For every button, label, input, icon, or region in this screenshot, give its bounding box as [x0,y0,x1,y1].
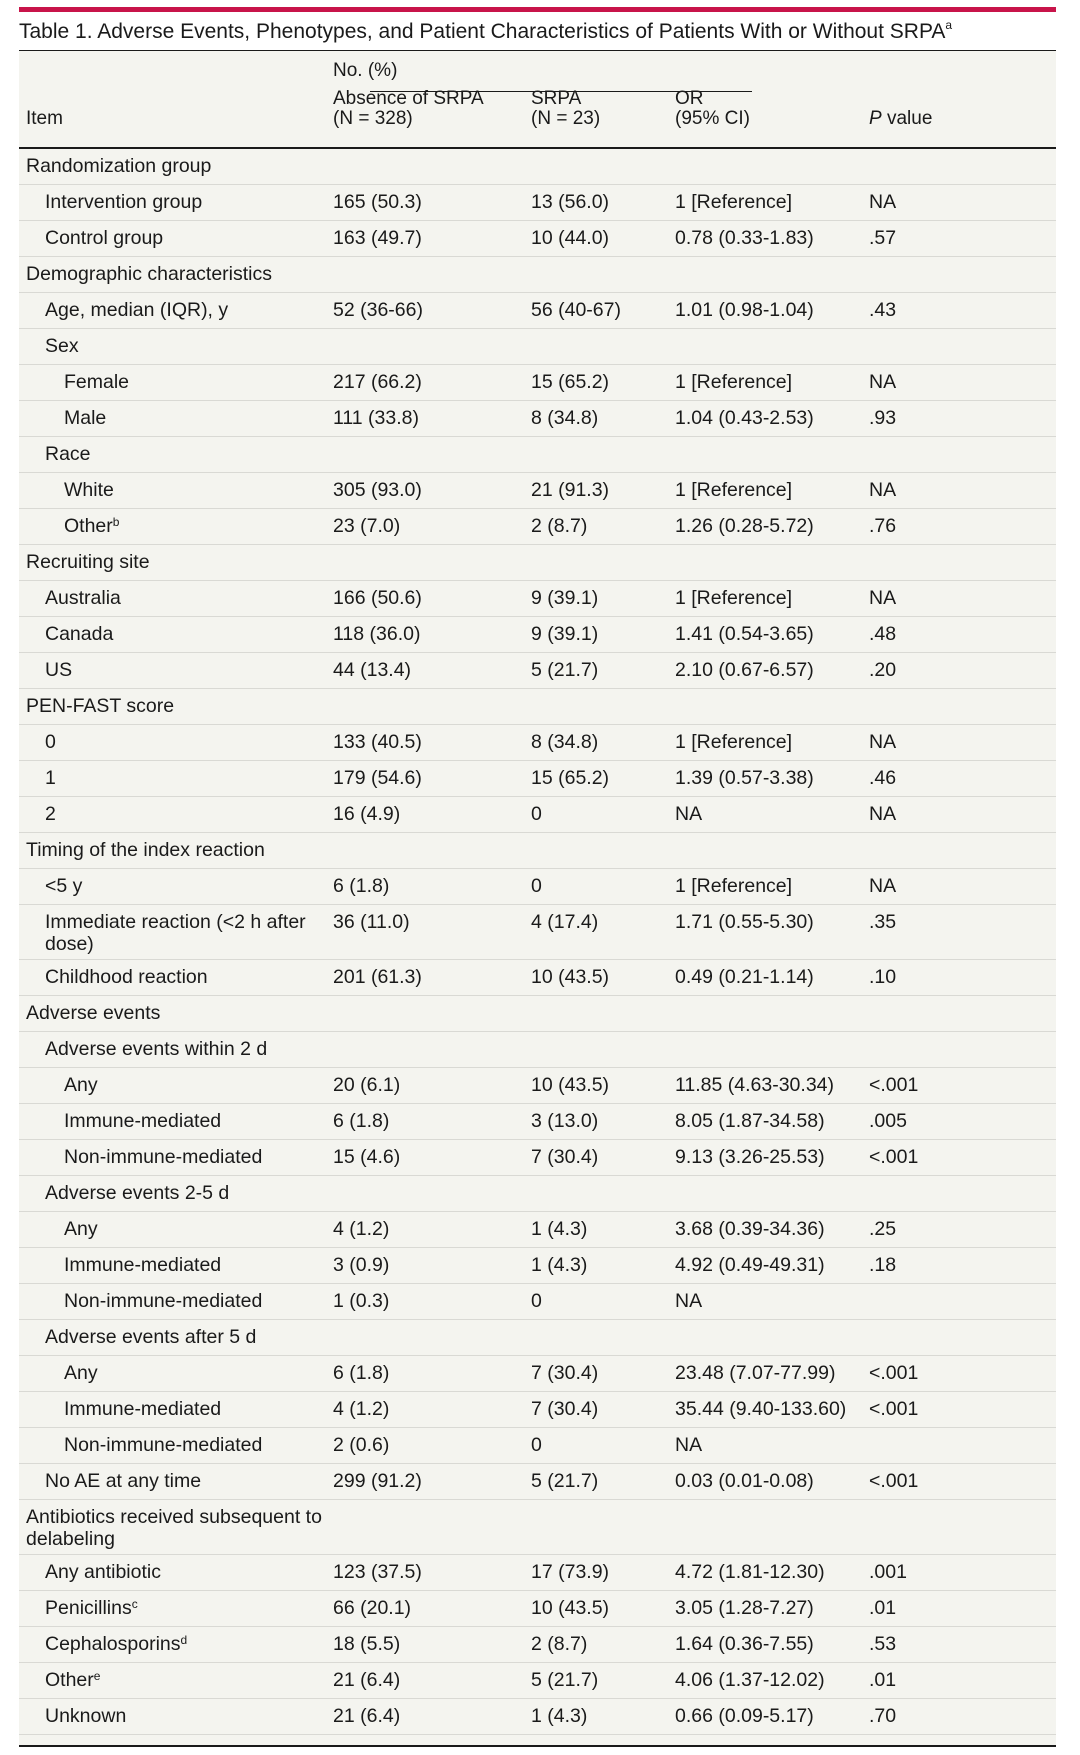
cell-absence: 4 (1.2) [333,1218,390,1240]
cell-p: <.001 [869,1398,919,1420]
cell-absence: 111 (33.8) [333,407,419,429]
table-row [19,437,1056,473]
cell-absence: 66 (20.1) [333,1597,412,1619]
cell-srpa: 7 (30.4) [531,1362,599,1384]
table-row [19,1500,1056,1555]
row-label-text: Immune-mediated [64,1110,222,1132]
cell-srpa: 5 (21.7) [531,659,599,681]
table-row [19,401,1056,437]
table-row [19,761,1056,797]
cell-absence: 2 (0.6) [333,1434,390,1456]
row-label-text: Recruiting site [26,551,150,573]
cell-p: <.001 [869,1362,919,1384]
row-label [45,335,375,357]
row-label-text: PEN-FAST score [26,695,175,717]
cell-or: NA [675,803,703,825]
row-label [45,875,375,897]
cell-absence: 44 (13.4) [333,659,412,681]
row-label [26,1506,326,1550]
table-row [19,689,1056,725]
cell-srpa: 10 (43.5) [531,1074,610,1096]
cell-or: 4.92 (0.49-49.31) [675,1254,825,1276]
table-row [19,581,1056,617]
cell-srpa: 8 (34.8) [531,407,599,429]
row-label-text: Any [64,1218,98,1240]
table-row [19,833,1056,869]
row-label-footnote-mark: e [93,1669,101,1683]
row-label-text: Non-immune-mediated [64,1146,263,1168]
table-row [19,1663,1056,1699]
table-row [19,960,1056,996]
cell-or: 1 [Reference] [675,731,793,753]
caption-footnote-mark: a [945,18,953,32]
row-label-text: Intervention group [45,191,203,213]
cell-p: .01 [869,1597,897,1619]
cell-absence: 36 (11.0) [333,911,410,933]
table-row [19,653,1056,689]
cell-absence: 165 (50.3) [333,191,422,213]
cell-absence: 6 (1.8) [333,1110,390,1132]
row-label [45,803,375,825]
row-label-text: No AE at any time [45,1470,202,1492]
cell-srpa: 1 (4.3) [531,1254,588,1276]
row-label-text: Penicillins [45,1597,132,1619]
cell-p: .70 [869,1705,897,1727]
cell-srpa: 3 (13.0) [531,1110,599,1132]
cell-srpa: 13 (56.0) [531,191,610,213]
cell-srpa: 10 (43.5) [531,1597,610,1619]
header-group-label: No. (%) [333,60,398,81]
cell-srpa: 2 (8.7) [531,515,588,537]
table-row [19,1104,1056,1140]
cell-p: NA [869,875,897,897]
row-label [45,1597,375,1619]
cell-absence: 18 (5.5) [333,1633,401,1655]
table-row [19,1320,1056,1356]
table-row [19,1068,1056,1104]
row-label [45,191,375,213]
cell-or: 1 [Reference] [675,371,793,393]
cell-absence: 6 (1.8) [333,1362,390,1384]
row-label [45,299,375,321]
row-label-text: Adverse events [26,1002,161,1024]
table-row [19,329,1056,365]
row-label-text: Female [64,371,130,393]
cell-absence: 52 (36-66) [333,299,423,321]
cell-p: .76 [869,515,897,537]
row-label-text: Canada [45,623,114,645]
cell-or: 1.39 (0.57-3.38) [675,767,814,789]
row-label-text: Any [64,1074,98,1096]
cell-or: 1.26 (0.28-5.72) [675,515,814,537]
row-label [45,1326,375,1348]
table-row [19,257,1056,293]
row-label-text: Antibiotics received subsequent to delabeling [26,1506,322,1550]
row-label-text: Control group [45,227,164,249]
cell-p: NA [869,587,897,609]
bottom-rule [19,1745,1056,1747]
row-label-text: Any antibiotic [45,1561,161,1583]
cell-or: 35.44 (9.40-133.60) [675,1398,847,1420]
table-row [19,1284,1056,1320]
cell-or: 1.41 (0.54-3.65) [675,623,814,645]
row-label-text: Adverse events 2-5 d [45,1182,230,1204]
cell-absence: 118 (36.0) [333,623,421,645]
table-row [19,1591,1056,1627]
table-row [19,1699,1056,1735]
row-label-footnote-mark: d [180,1633,188,1647]
cell-srpa: 9 (39.1) [531,587,599,609]
cell-srpa: 10 (43.5) [531,966,610,988]
cell-srpa: 0 [531,803,542,825]
cell-or: 0.66 (0.09-5.17) [675,1705,814,1727]
row-label-text: 0 [45,731,56,753]
cell-srpa: 8 (34.8) [531,731,599,753]
row-label-text: Male [64,407,107,429]
row-label-text: Non-immune-mediated [64,1290,263,1312]
row-label-text: Age, median (IQR), y [45,299,229,321]
row-label-text: Any [64,1362,98,1384]
row-label-text: Immune-mediated [64,1398,222,1420]
row-label-text: Non-immune-mediated [64,1434,263,1456]
row-label-text: US [45,659,73,681]
cell-p: NA [869,479,897,501]
cell-or: 1.64 (0.36-7.55) [675,1633,814,1655]
table-row [19,1464,1056,1500]
cell-or: 11.85 (4.63-30.34) [675,1074,834,1096]
cell-p: <.001 [869,1074,919,1096]
header-absence-line2: (N = 328) [333,108,413,129]
row-label-text: Timing of the index reaction [26,839,265,861]
cell-p: .10 [869,966,897,988]
cell-or: 8.05 (1.87-34.58) [675,1110,825,1132]
cell-absence: 15 (4.6) [333,1146,401,1168]
row-label [45,1038,375,1060]
cell-or: 1.04 (0.43-2.53) [675,407,814,429]
header-p-italic: P [869,108,882,129]
cell-p: .005 [869,1110,907,1132]
table-row [19,996,1056,1032]
row-label-text: Australia [45,587,121,609]
header-srpa-line2: (N = 23) [531,108,601,129]
cell-p: .46 [869,767,897,789]
table-row [19,905,1056,960]
cell-or: 2.10 (0.67-6.57) [675,659,814,681]
row-label-footnote-mark: b [112,515,120,529]
row-label-text: White [64,479,114,501]
row-label-text: Demographic characteristics [26,263,273,285]
cell-absence: 163 (49.7) [333,227,422,249]
table-row [19,869,1056,905]
row-label [45,1669,375,1691]
cell-or: 4.06 (1.37-12.02) [675,1669,825,1691]
cell-srpa: 0 [531,1290,542,1312]
table-row [19,1140,1056,1176]
row-label-text: Other [64,515,113,537]
cell-absence: 217 (66.2) [333,371,422,393]
table-row [19,473,1056,509]
cell-srpa: 7 (30.4) [531,1146,599,1168]
table-body [19,149,1056,1735]
table-row [19,797,1056,833]
row-label [45,623,375,645]
row-label-text: Race [45,443,91,465]
cell-srpa: 10 (44.0) [531,227,610,249]
header-or-line2: (95% CI) [675,108,750,129]
top-accent-rule [19,7,1056,12]
cell-or: 0.78 (0.33-1.83) [675,227,814,249]
cell-or: 1 [Reference] [675,479,793,501]
cell-p: NA [869,803,897,825]
table-row [19,725,1056,761]
cell-absence: 299 (91.2) [333,1470,422,1492]
cell-srpa: 1 (4.3) [531,1705,588,1727]
cell-srpa: 5 (21.7) [531,1669,599,1691]
row-label [26,1002,356,1024]
row-label [45,587,375,609]
header-item: Item [26,108,63,129]
row-label [45,1705,375,1727]
cell-absence: 123 (37.5) [333,1561,422,1583]
cell-srpa: 4 (17.4) [531,911,599,933]
cell-or: 1 [Reference] [675,191,793,213]
cell-or: 1.71 (0.55-5.30) [675,911,814,933]
cell-absence: 133 (40.5) [333,731,422,753]
cell-p: NA [869,191,897,213]
row-label-text: Sex [45,335,79,357]
cell-p: .20 [869,659,897,681]
cell-srpa: 5 (21.7) [531,1470,599,1492]
table-header [19,51,1056,147]
cell-srpa: 15 (65.2) [531,767,610,789]
row-label-text: Immune-mediated [64,1254,222,1276]
cell-srpa: 2 (8.7) [531,1633,588,1655]
cell-or: 3.68 (0.39-34.36) [675,1218,825,1240]
table-row [19,1176,1056,1212]
cell-absence: 23 (7.0) [333,515,401,537]
row-label [26,839,356,861]
row-label [26,263,356,285]
row-label [45,443,375,465]
cell-absence: 179 (54.6) [333,767,422,789]
row-label-text: Adverse events after 5 d [45,1326,257,1348]
cell-absence: 3 (0.9) [333,1254,390,1276]
row-label [45,227,375,249]
cell-absence: 20 (6.1) [333,1074,401,1096]
cell-absence: 4 (1.2) [333,1398,390,1420]
table-row [19,1248,1056,1284]
cell-srpa: 9 (39.1) [531,623,599,645]
row-label [26,155,356,177]
cell-srpa: 1 (4.3) [531,1218,588,1240]
table-row [19,1428,1056,1464]
row-label-text: Adverse events within 2 d [45,1038,268,1060]
cell-absence: 166 (50.6) [333,587,422,609]
row-label-text: Cephalosporins [45,1633,181,1655]
cell-p: NA [869,731,897,753]
cell-or: 1.01 (0.98-1.04) [675,299,814,321]
row-label [45,966,375,988]
cell-or: 1 [Reference] [675,875,793,897]
cell-or: NA [675,1290,703,1312]
cell-absence: 21 (6.4) [333,1669,401,1691]
row-label-text: Unknown [45,1705,127,1727]
cell-p: .25 [869,1218,897,1240]
cell-srpa: 15 (65.2) [531,371,610,393]
row-label [26,551,356,573]
cell-or: 1 [Reference] [675,587,793,609]
cell-srpa: 7 (30.4) [531,1398,599,1420]
table-row [19,293,1056,329]
cell-or: NA [675,1434,703,1456]
row-label-footnote-mark: c [131,1597,138,1611]
row-label [45,1561,375,1583]
row-label [45,1470,375,1492]
header-srpa-line1: SRPA [531,88,582,109]
cell-p: .01 [869,1669,897,1691]
row-label-text: Childhood reaction [45,966,208,988]
row-label-text: Other [45,1669,94,1691]
table-row [19,1356,1056,1392]
row-label [45,1182,375,1204]
header-absence-line1: Absence of SRPA [333,88,484,109]
row-label [45,659,375,681]
row-label-text: Immediate reaction (<2 h after dose) [45,911,306,955]
row-label-text: Randomization group [26,155,212,177]
table-row [19,1392,1056,1428]
cell-p: .43 [869,299,897,321]
cell-p: .48 [869,623,897,645]
cell-p: .35 [869,911,897,933]
table-row [19,365,1056,401]
header-p-rest: value [881,108,933,129]
row-label [26,695,356,717]
cell-p: .53 [869,1633,897,1655]
table-row [19,1032,1056,1068]
cell-srpa: 17 (73.9) [531,1561,610,1583]
row-label [45,911,345,955]
cell-or: 0.03 (0.01-0.08) [675,1470,814,1492]
cell-absence: 16 (4.9) [333,803,401,825]
table-row [19,221,1056,257]
cell-p: .001 [869,1561,907,1583]
cell-srpa: 0 [531,875,542,897]
header-or-line1: OR [675,88,704,109]
cell-p: .93 [869,407,897,429]
table-row [19,545,1056,581]
cell-p: <.001 [869,1146,919,1168]
cell-absence: 201 (61.3) [333,966,422,988]
table-row [19,185,1056,221]
cell-p: <.001 [869,1470,919,1492]
cell-p: .57 [869,227,897,249]
cell-or: 9.13 (3.26-25.53) [675,1146,825,1168]
row-label [45,731,375,753]
cell-absence: 21 (6.4) [333,1705,401,1727]
cell-srpa: 21 (91.3) [531,479,610,501]
cell-or: 3.05 (1.28-7.27) [675,1597,814,1619]
data-table [19,51,1056,1745]
table-row [19,509,1056,545]
row-label [45,767,375,789]
cell-absence: 1 (0.3) [333,1290,390,1312]
table-row [19,149,1056,185]
cell-absence: 305 (93.0) [333,479,422,501]
table-row [19,617,1056,653]
cell-absence: 6 (1.8) [333,875,390,897]
cell-srpa: 0 [531,1434,542,1456]
row-label [45,1633,375,1655]
cell-p: NA [869,371,897,393]
table-row [19,1627,1056,1663]
table-caption [19,17,1056,49]
cell-srpa: 56 (40-67) [531,299,621,321]
row-label-text: <5 y [45,875,83,897]
row-label-text: 1 [45,767,56,789]
cell-p: .18 [869,1254,897,1276]
cell-or: 0.49 (0.21-1.14) [675,966,814,988]
header-p-value [869,108,932,130]
table-row [19,1212,1056,1248]
cell-or: 23.48 (7.07-77.99) [675,1362,836,1384]
table-row [19,1555,1056,1591]
caption-text: Table 1. Adverse Events, Phenotypes, and Patient Characteristics of Patients With or Without SRPA [19,20,946,43]
cell-or: 4.72 (1.81-12.30) [675,1561,825,1583]
row-label-text: 2 [45,803,56,825]
